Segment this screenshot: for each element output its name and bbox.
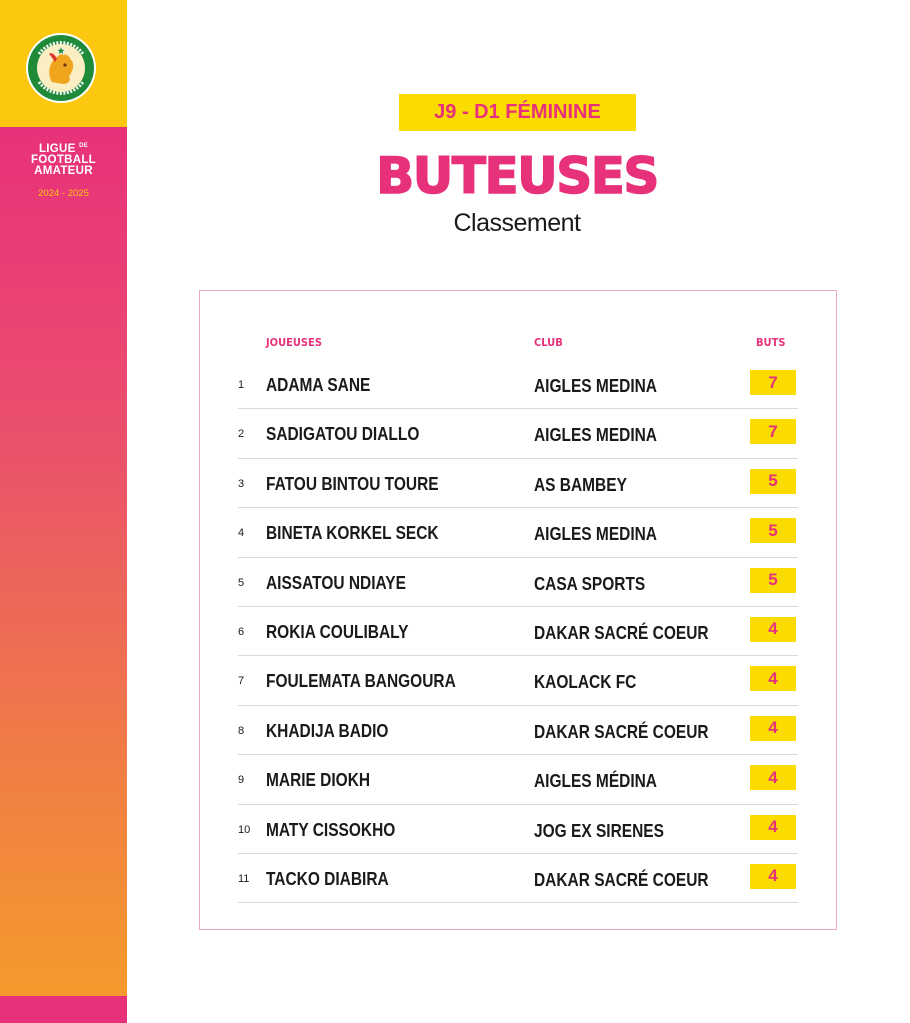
- column-header-club: CLUB: [534, 336, 563, 349]
- column-header-goals: BUTS: [756, 336, 786, 349]
- club-name: DAKAR SACRÉ COEUR: [534, 622, 709, 643]
- goals-badge: 4: [750, 815, 796, 840]
- table-row: [238, 706, 798, 755]
- rank: 10: [238, 823, 251, 836]
- goals-badge: 4: [750, 864, 796, 889]
- player-name: TACKO DIABIRA: [266, 868, 389, 889]
- player-name: FATOU BINTOU TOURE: [266, 473, 439, 494]
- player-name: MATY CISSOKHO: [266, 819, 396, 840]
- table-row: [238, 558, 798, 607]
- goals-badge: 4: [750, 716, 796, 741]
- table-row: [238, 459, 798, 508]
- rank: 4: [238, 527, 245, 540]
- table-row: [238, 409, 798, 458]
- goals-badge: 7: [750, 370, 796, 395]
- league-name: LIGUE $^{DE}$ FOOTBALL AMATEUR: [31, 142, 96, 177]
- club-name: KAOLACK FC: [534, 672, 637, 693]
- rank: 11: [238, 872, 250, 885]
- club-name: AS BAMBEY: [534, 474, 627, 495]
- goals-badge: 5: [750, 469, 796, 494]
- club-name: CASA SPORTS: [534, 573, 646, 594]
- table-row: [238, 656, 798, 705]
- season-label: 2024 - 2025: [38, 188, 89, 199]
- player-name: SADIGATOU DIALLO: [266, 424, 420, 445]
- rank: 2: [238, 428, 245, 441]
- page-title: BUTEUSES: [376, 147, 658, 205]
- sidebar-bottom-strip: [0, 996, 127, 1023]
- senegal-federation-lion-crest-icon: [25, 32, 97, 104]
- goals-badge: 4: [750, 765, 796, 790]
- club-name: AIGLES MEDINA: [534, 524, 657, 545]
- rank: 9: [238, 774, 245, 787]
- goals-badge: 7: [750, 419, 796, 444]
- club-name: DAKAR SACRÉ COEUR: [534, 869, 709, 890]
- rank: 6: [238, 625, 245, 638]
- club-name: AIGLES MEDINA: [534, 376, 657, 396]
- table-row: [238, 360, 798, 409]
- table-row: [238, 755, 798, 804]
- club-name: DAKAR SACRÉ COEUR: [534, 721, 709, 742]
- player-name: AISSATOU NDIAYE: [266, 572, 406, 593]
- rank: 5: [238, 576, 245, 589]
- column-header-player: JOUEUSES: [266, 336, 322, 349]
- club-name: AIGLES MEDINA: [534, 425, 657, 446]
- rank: 7: [238, 675, 245, 688]
- player-name: FOULEMATA BANGOURA: [266, 671, 456, 692]
- sidebar-gradient-band: [0, 127, 127, 996]
- player-name: ROKIA COULIBALY: [266, 621, 409, 642]
- rank: 8: [238, 724, 245, 737]
- ranking-list: [238, 360, 798, 903]
- rank: 3: [238, 477, 245, 490]
- table-row: [238, 805, 798, 854]
- club-name: AIGLES MÉDINA: [534, 771, 657, 792]
- player-name: KHADIJA BADIO: [266, 720, 389, 741]
- player-name: BINETA KORKEL SECK: [266, 523, 439, 544]
- matchday-tag: J9 - D1 FÉMININE: [399, 94, 636, 131]
- goals-badge: 5: [750, 568, 796, 593]
- page-subtitle: Classement: [453, 209, 581, 237]
- table-row: [238, 508, 798, 557]
- player-name: MARIE DIOKH: [266, 770, 371, 791]
- goals-badge: 4: [750, 666, 796, 691]
- goals-badge: 5: [750, 518, 796, 543]
- table-row: [238, 854, 798, 903]
- rank: 1: [238, 379, 245, 391]
- goals-badge: 4: [750, 617, 796, 642]
- club-name: JOG EX SIRENES: [534, 820, 664, 841]
- player-name: ADAMA SANE: [266, 375, 371, 395]
- table-row: [238, 607, 798, 656]
